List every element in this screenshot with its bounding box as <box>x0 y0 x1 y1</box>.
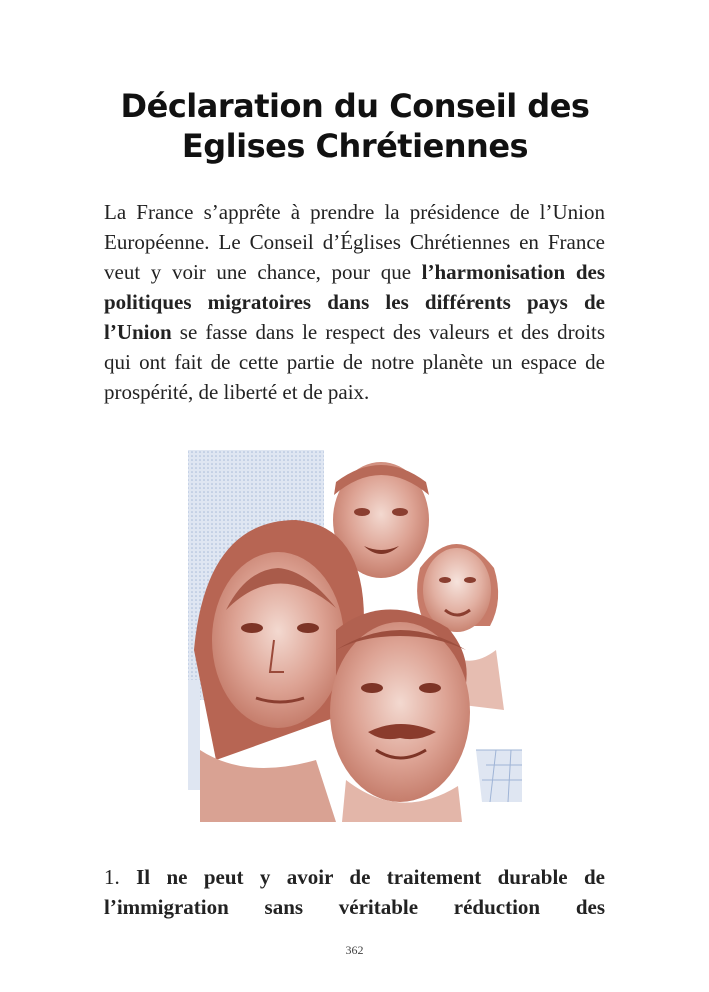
title-line-1: Déclaration du Conseil des <box>120 87 590 125</box>
point-bold-text: Il ne peut y avoir de traitement durable de l’immigration sans véritable réduction des <box>104 865 606 919</box>
page-title <box>60 86 650 166</box>
title-line-2: Eglises Chrétiennes <box>181 127 529 165</box>
intro-text-end: se fasse dans le respect des valeurs et des droits qui ont fait de cette partie de notre planète un espace de prospérité, de liberté et de paix. <box>104 320 605 404</box>
intro-text-start: La France s’apprête à prendre la présidence de l’Union Européenne. Le Conseil d’Églises Chrétiennes en France veut y voir une chance, pour que <box>104 200 605 284</box>
faces-illustration <box>186 450 524 822</box>
page-number: 362 <box>345 943 364 957</box>
face-bottom-center <box>330 609 470 822</box>
intro-bold-text: l’harmonisation des politiques migratoires dans les différents pays de l’Union <box>104 260 606 344</box>
point-one <box>104 862 605 922</box>
point-number: 1. <box>104 865 137 889</box>
intro-paragraph <box>104 197 605 407</box>
